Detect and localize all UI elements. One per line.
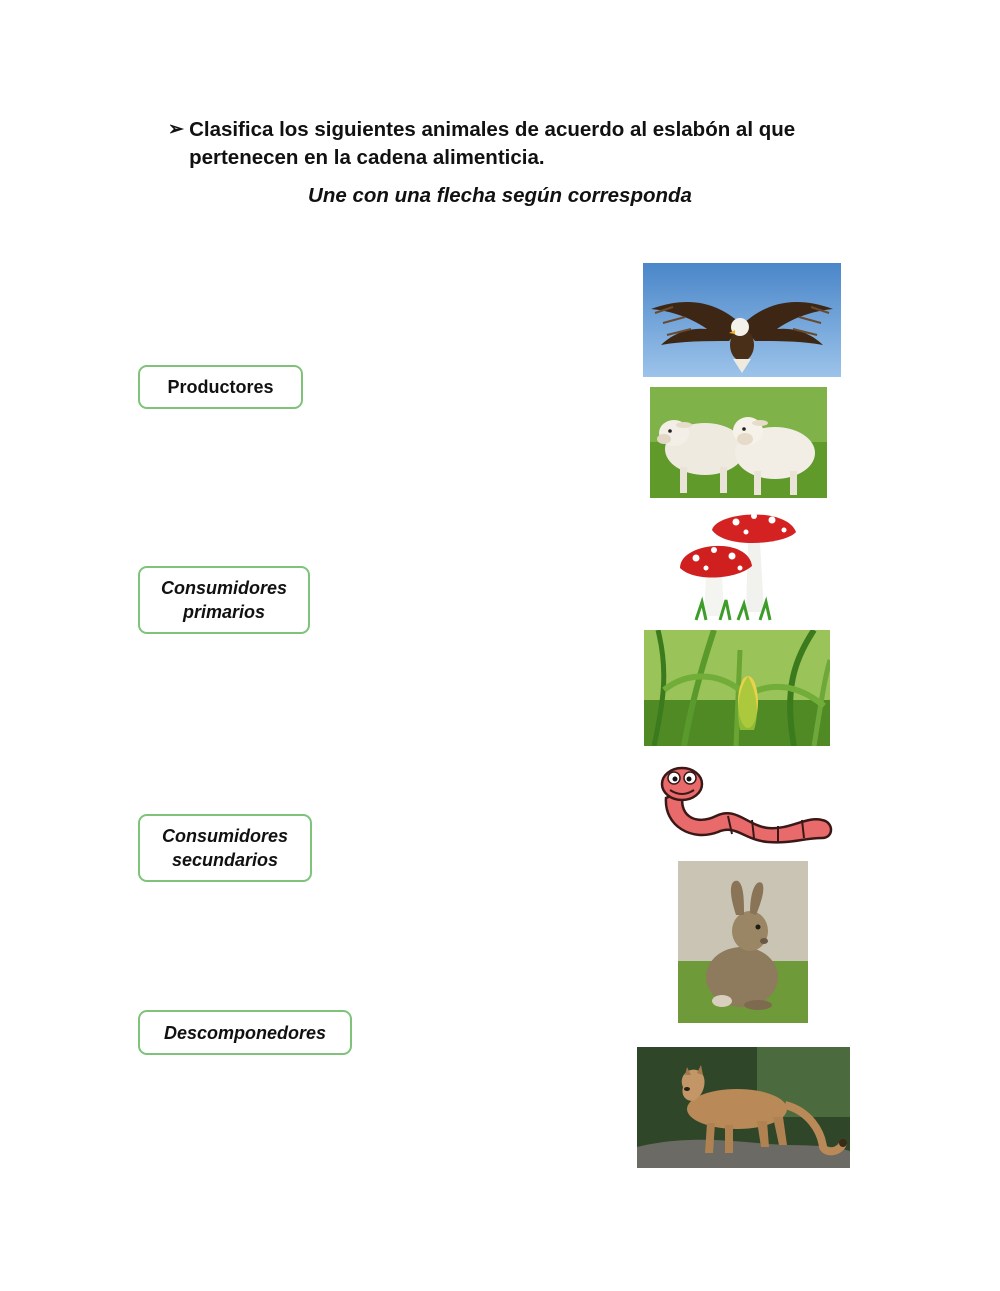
category-label: Descomponedores — [163, 1022, 327, 1043]
instruction — [168, 116, 868, 172]
mushroom-image[interactable] — [676, 502, 801, 624]
worm-image[interactable] — [656, 760, 836, 844]
corn-plant-image[interactable] — [644, 630, 830, 746]
category-consumidores-secundarios[interactable] — [138, 814, 312, 882]
category-label: Consumidores — [160, 578, 288, 598]
subtitle: Une con una flecha según corresponda — [308, 184, 692, 207]
category-label: secundarios — [171, 850, 279, 870]
puma-image[interactable] — [637, 1047, 850, 1168]
category-productores[interactable] — [138, 365, 303, 409]
eagle-image[interactable] — [643, 263, 841, 377]
category-consumidores-primarios[interactable] — [138, 566, 310, 634]
category-label: primarios — [182, 602, 266, 622]
arrow-bullet-icon: ➢ — [168, 119, 184, 140]
category-label: Consumidores — [161, 826, 289, 846]
instruction-text: Clasifica los siguientes animales de acuerdo al eslabón al que pertenecen en la cadena alimenticia. — [189, 118, 796, 169]
rabbit-image[interactable] — [678, 861, 808, 1023]
category-descomponedores[interactable] — [138, 1010, 352, 1055]
sheep-image[interactable] — [650, 387, 827, 498]
category-label: Productores — [167, 377, 274, 397]
